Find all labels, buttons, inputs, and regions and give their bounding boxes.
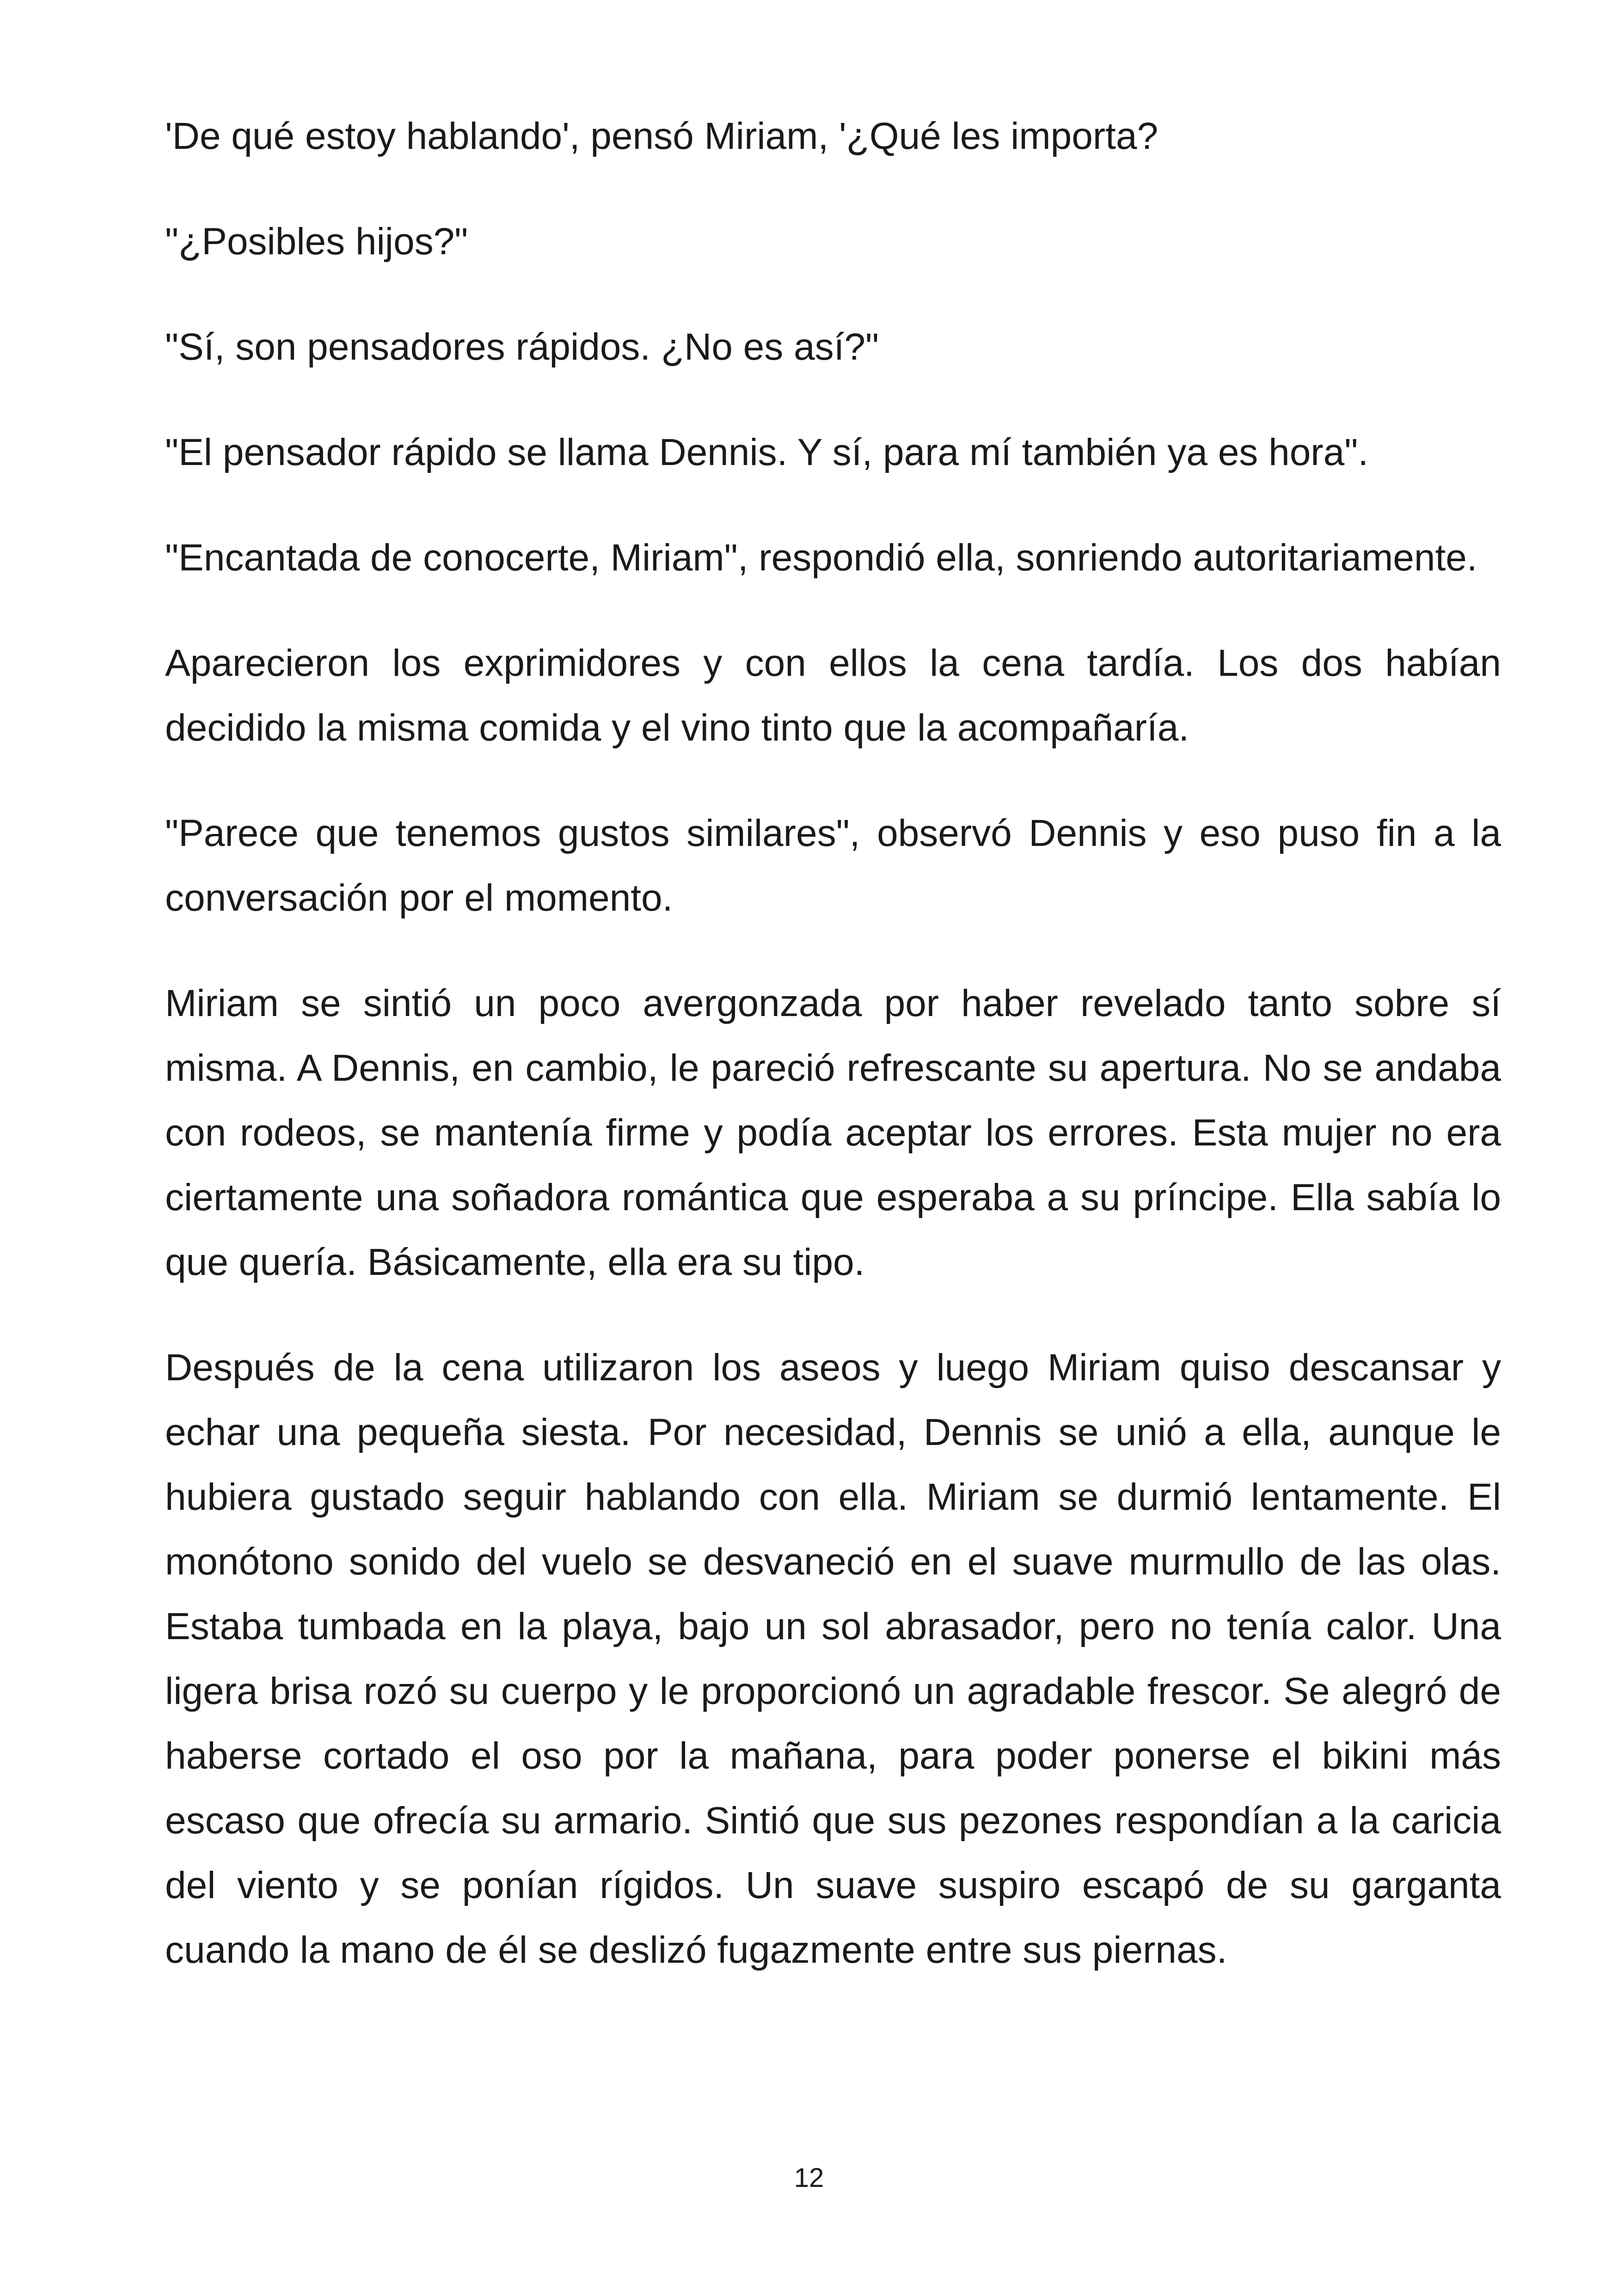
paragraph: "El pensador rápido se llama Dennis. Y sí, para mí también ya es hora". bbox=[165, 431, 1369, 473]
paragraph: "Parece que tenemos gustos similares", observó Dennis y eso puso fin a la conversación por el momento. bbox=[165, 812, 1501, 919]
paragraph: "Sí, son pensadores rápidos. ¿No es así?" bbox=[165, 326, 879, 368]
paragraph: "¿Posibles hijos?" bbox=[165, 220, 468, 263]
body-text bbox=[165, 104, 1501, 2023]
paragraph: "Encantada de conocerte, Miriam", respondió ella, sonriendo autoritariamente. bbox=[165, 537, 1477, 579]
paragraph: Después de la cena utilizaron los aseos y luego Miriam quiso descansar y echar una pequeña siesta. Por necesidad, Dennis se unió a ella, aunque le hubiera gustado seguir hablando con ella. Miriam se durmió lentamente. El monótono sonido del vuelo se desvaneció en el suave murmullo de las olas. Estaba tumbada en la playa, bajo un sol abrasador, pero no tenía calor. Una ligera brisa rozó su cuerpo y le proporcionó un agradable frescor. Se alegró de haberse cortado el oso por la mañana, para poder ponerse el bikini más escaso que ofrecía su armario. Sintió que sus pezones respondían a la caricia del viento y se ponían rígidos. Un suave suspiro escapó de su garganta cuando la mano de él se deslizó fugazmente entre sus piernas. bbox=[165, 1347, 1501, 1971]
paragraph: 'De qué estoy hablando', pensó Miriam, '¿Qué les importa? bbox=[165, 115, 1158, 157]
page-number: 12 bbox=[794, 2163, 824, 2193]
paragraph: Miriam se sintió un poco avergonzada por haber revelado tanto sobre sí misma. A Dennis, en cambio, le pareció refrescante su apertura. No se andaba con rodeos, se mantenía firme y podía aceptar los errores. Esta mujer no era ciertamente una soñadora romántica que esperaba a su príncipe. Ella sabía lo que quería. Básicamente, ella era su tipo. bbox=[165, 982, 1501, 1283]
paragraph: Aparecieron los exprimidores y con ellos la cena tardía. Los dos habían decidido la misma comida y el vino tinto que la acompañaría. bbox=[165, 642, 1501, 749]
